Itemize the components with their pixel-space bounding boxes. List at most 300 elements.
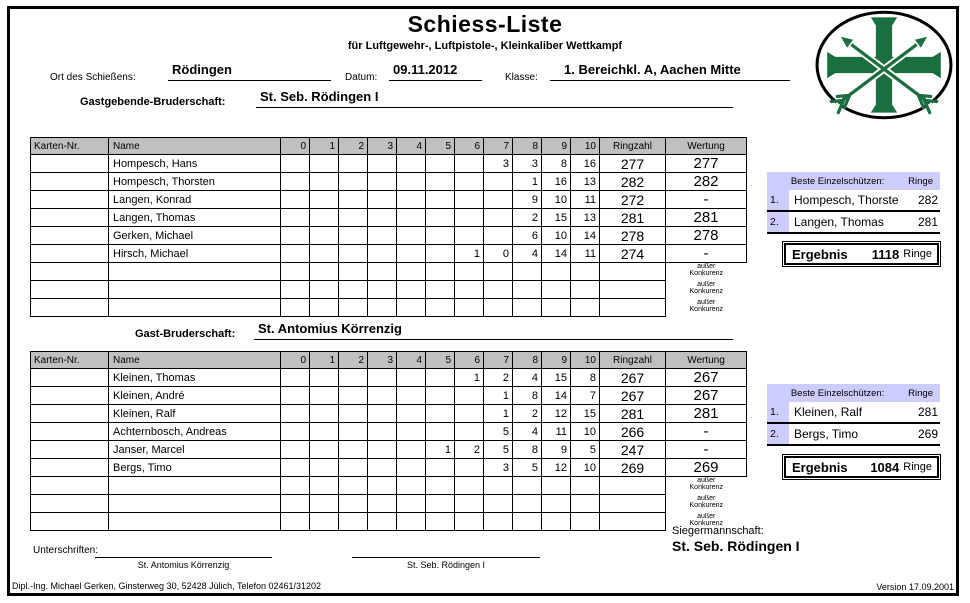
score-cell <box>281 299 310 317</box>
score-cell <box>31 173 109 191</box>
score-cell <box>31 513 109 531</box>
score-cell: 14 <box>571 227 600 245</box>
column-header: 3 <box>368 352 397 369</box>
column-header: Wertung <box>666 352 747 369</box>
score-cell: 11 <box>542 423 571 441</box>
rank-number: 2. <box>767 424 789 444</box>
score-cell: 281 <box>600 405 666 423</box>
score-cell <box>426 209 455 227</box>
score-cell <box>281 459 310 477</box>
score-cell <box>426 227 455 245</box>
shooter-name: Kleinen, Ralf <box>794 405 863 419</box>
score-cell <box>310 423 339 441</box>
score-row <box>31 155 747 173</box>
score-cell <box>109 263 281 281</box>
result-box-guest <box>784 456 939 478</box>
score-cell: 247 <box>600 441 666 459</box>
score-cell <box>281 477 310 495</box>
score-cell <box>484 263 513 281</box>
score-cell: 4 <box>513 423 542 441</box>
score-cell <box>484 173 513 191</box>
result-box-host <box>784 243 939 265</box>
score-cell <box>31 477 109 495</box>
column-header: 1 <box>310 352 339 369</box>
score-cell <box>571 495 600 513</box>
score-cell <box>426 387 455 405</box>
page-subtitle: für Luftgewehr-, Luftpistole-, Kleinkaliber Wettkampf <box>347 40 623 52</box>
score-cell: Achternbosch, Andreas <box>109 423 281 441</box>
score-cell <box>339 405 368 423</box>
score-cell <box>339 477 368 495</box>
column-header: Karten-Nr. <box>31 352 109 369</box>
column-header: Name <box>109 138 281 155</box>
score-cell: 2 <box>455 441 484 459</box>
score-cell <box>31 263 109 281</box>
score-cell <box>281 369 310 387</box>
score-cell: 3 <box>513 155 542 173</box>
score-cell <box>426 299 455 317</box>
score-cell <box>310 245 339 263</box>
empty-score-row <box>31 263 747 281</box>
score-cell <box>339 423 368 441</box>
score-cell <box>339 441 368 459</box>
score-cell <box>368 441 397 459</box>
score-cell: 13 <box>571 209 600 227</box>
score-cell <box>339 495 368 513</box>
score-cell <box>513 299 542 317</box>
score-cell <box>109 513 281 531</box>
score-cell: 2 <box>513 405 542 423</box>
score-cell: 15 <box>542 369 571 387</box>
score-cell <box>397 299 426 317</box>
score-cell <box>600 477 666 495</box>
score-cell <box>339 281 368 299</box>
score-cell <box>281 513 310 531</box>
score-cell: 2 <box>513 209 542 227</box>
score-cell <box>455 155 484 173</box>
score-cell: 278 <box>666 227 747 245</box>
score-cell <box>368 263 397 281</box>
score-cell <box>397 405 426 423</box>
score-cell <box>600 495 666 513</box>
out-of-competition-note: Konkurenz <box>689 287 723 295</box>
score-cell <box>513 281 542 299</box>
score-cell <box>339 173 368 191</box>
score-cell <box>455 477 484 495</box>
score-cell <box>571 263 600 281</box>
host-brotherhood-label: Gastgebende-Bruderschaft: <box>80 96 226 108</box>
winner-team: St. Seb. Rödingen I <box>672 538 800 554</box>
score-cell: 281 <box>666 209 747 227</box>
empty-score-row <box>31 513 747 531</box>
score-cell: 282 <box>600 173 666 191</box>
score-cell: 9 <box>513 191 542 209</box>
score-cell: 16 <box>571 155 600 173</box>
column-header: 7 <box>484 138 513 155</box>
score-cell <box>281 209 310 227</box>
score-cell: 1 <box>484 405 513 423</box>
shooter-name: Langen, Thomas <box>794 215 884 229</box>
score-cell <box>310 387 339 405</box>
score-cell: 1 <box>426 441 455 459</box>
column-header: 9 <box>542 352 571 369</box>
score-cell <box>600 281 666 299</box>
score-cell <box>109 477 281 495</box>
score-cell: Gerken, Michael <box>109 227 281 245</box>
score-cell <box>455 513 484 531</box>
score-cell: 5 <box>484 423 513 441</box>
score-cell <box>281 227 310 245</box>
guest-brotherhood-label: Gast-Bruderschaft: <box>135 328 236 340</box>
column-header: 0 <box>281 352 310 369</box>
score-cell: 15 <box>542 209 571 227</box>
score-cell <box>310 263 339 281</box>
column-header: 1 <box>310 138 339 155</box>
score-cell <box>397 227 426 245</box>
score-cell: 5 <box>571 441 600 459</box>
score-cell <box>397 263 426 281</box>
score-cell <box>484 281 513 299</box>
score-cell <box>397 387 426 405</box>
panel-header <box>767 172 940 190</box>
score-cell: 281 <box>600 209 666 227</box>
out-of-competition-note: Konkurenz <box>689 305 723 313</box>
score-cell: - <box>666 191 747 209</box>
score-cell <box>281 423 310 441</box>
score-cell: Hompesch, Hans <box>109 155 281 173</box>
score-cell <box>310 299 339 317</box>
score-cell <box>426 191 455 209</box>
empty-score-row <box>31 477 747 495</box>
score-cell <box>484 513 513 531</box>
score-cell <box>484 299 513 317</box>
score-cell <box>542 263 571 281</box>
score-cell <box>455 387 484 405</box>
column-header: 6 <box>455 138 484 155</box>
score-cell <box>281 441 310 459</box>
score-cell <box>310 459 339 477</box>
guest-score-table <box>30 351 747 531</box>
score-row <box>31 245 747 263</box>
score-row <box>31 173 747 191</box>
score-cell: 266 <box>600 423 666 441</box>
score-cell <box>281 245 310 263</box>
result-unit: Ringe <box>903 248 932 260</box>
score-cell <box>281 191 310 209</box>
panel-header-label: Beste Einzelschützen: <box>790 387 885 399</box>
klasse-value: 1. Bereichkl. A, Aachen Mitte <box>550 62 790 81</box>
score-cell <box>31 245 109 263</box>
column-header: Wertung <box>666 138 747 155</box>
score-cell <box>542 299 571 317</box>
score-cell: 0 <box>484 245 513 263</box>
shooter-rings: 281 <box>917 405 938 419</box>
score-cell: Langen, Konrad <box>109 191 281 209</box>
score-cell: 6 <box>513 227 542 245</box>
empty-score-row <box>31 281 747 299</box>
shooter-rings: 282 <box>917 193 938 207</box>
score-cell <box>426 459 455 477</box>
score-cell <box>368 281 397 299</box>
score-cell <box>310 369 339 387</box>
score-row <box>31 441 747 459</box>
score-cell: 281 <box>666 405 747 423</box>
score-cell <box>426 423 455 441</box>
score-table-header-row <box>31 352 747 369</box>
footer-contact: Dipl.-Ing. Michael Gerken, Ginsterweg 30, 52428 Jülich, Telefon 02461/31202 <box>12 581 322 591</box>
rank-number: 2. <box>767 212 789 232</box>
score-cell <box>455 263 484 281</box>
score-cell: 267 <box>666 369 747 387</box>
score-cell <box>542 281 571 299</box>
best-shooter-row <box>767 190 940 212</box>
page-title: Schiess-Liste <box>407 11 563 37</box>
out-of-competition-note: außer <box>697 263 716 270</box>
host-brotherhood-value: St. Seb. Rödingen I <box>256 89 733 108</box>
out-of-competition-note: außer <box>697 494 716 502</box>
best-shooter-row <box>767 402 940 424</box>
score-cell: Hompesch, Thorsten <box>109 173 281 191</box>
score-cell: 269 <box>600 459 666 477</box>
score-cell: 272 <box>600 191 666 209</box>
score-cell <box>281 405 310 423</box>
score-cell <box>339 459 368 477</box>
shooter-rings: 281 <box>917 215 938 229</box>
score-cell: 269 <box>666 459 747 477</box>
winner-label: Siegermannschaft: <box>672 525 764 537</box>
column-header: 8 <box>513 138 542 155</box>
score-cell: 1 <box>513 173 542 191</box>
score-cell <box>109 495 281 513</box>
score-cell <box>109 299 281 317</box>
shooter-rings: 269 <box>917 427 938 441</box>
score-cell: 10 <box>571 423 600 441</box>
score-cell <box>31 155 109 173</box>
score-cell: 4 <box>513 369 542 387</box>
score-cell <box>484 191 513 209</box>
score-cell <box>397 191 426 209</box>
score-cell <box>455 281 484 299</box>
score-cell <box>513 495 542 513</box>
score-cell <box>368 477 397 495</box>
score-cell <box>484 477 513 495</box>
score-row <box>31 191 747 209</box>
score-cell <box>31 209 109 227</box>
out-of-competition-cell <box>666 495 747 513</box>
score-cell: 11 <box>571 191 600 209</box>
score-cell <box>31 441 109 459</box>
column-header: Ringzahl <box>600 138 666 155</box>
score-cell: Janser, Marcel <box>109 441 281 459</box>
empty-score-row <box>31 299 747 317</box>
score-cell: 277 <box>666 155 747 173</box>
shooter-name: Bergs, Timo <box>794 427 859 441</box>
score-cell <box>339 155 368 173</box>
host-score-table <box>30 137 747 317</box>
out-of-competition-note: außer <box>697 298 716 306</box>
signature-caption-host: St. Seb. Rödingen I <box>406 560 486 570</box>
score-cell <box>426 281 455 299</box>
ort-label: Ort des Schießens: <box>50 72 136 83</box>
score-cell <box>484 495 513 513</box>
best-shooters-panel-guest <box>767 384 940 446</box>
panel-header-label: Beste Einzelschützen: <box>790 175 885 187</box>
column-header: 5 <box>426 138 455 155</box>
score-cell <box>455 227 484 245</box>
column-header: 8 <box>513 352 542 369</box>
datum-label: Datum: <box>345 72 378 83</box>
panel-header-unit: Ringe <box>908 175 933 187</box>
score-cell <box>600 513 666 531</box>
score-cell <box>31 369 109 387</box>
score-cell <box>484 227 513 245</box>
score-cell <box>310 281 339 299</box>
column-header: 3 <box>368 138 397 155</box>
score-cell: 282 <box>666 173 747 191</box>
score-cell <box>281 173 310 191</box>
score-cell <box>281 387 310 405</box>
out-of-competition-note: Konkurenz <box>689 484 723 491</box>
score-cell <box>397 155 426 173</box>
score-cell: Kleinen, André <box>109 387 281 405</box>
score-cell <box>397 245 426 263</box>
score-cell <box>310 155 339 173</box>
score-cell <box>455 173 484 191</box>
score-cell: 14 <box>542 387 571 405</box>
score-cell: 8 <box>571 369 600 387</box>
column-header: Karten-Nr. <box>31 138 109 155</box>
score-cell <box>310 495 339 513</box>
out-of-competition-cell <box>666 281 747 299</box>
score-cell <box>426 263 455 281</box>
empty-score-row <box>31 495 747 513</box>
score-cell <box>339 513 368 531</box>
score-cell: 1 <box>455 245 484 263</box>
score-cell: 8 <box>542 155 571 173</box>
column-header: 2 <box>339 352 368 369</box>
score-cell <box>397 513 426 531</box>
result-label: Ergebnis <box>792 246 848 262</box>
score-cell <box>281 155 310 173</box>
score-cell: 267 <box>666 387 747 405</box>
column-header: 10 <box>571 352 600 369</box>
ort-value: Rödingen <box>168 62 331 81</box>
shooter-name: Hompesch, Thorste <box>794 193 899 207</box>
footer-version: Version 17.09.2001 <box>876 582 954 592</box>
score-cell <box>339 245 368 263</box>
score-cell <box>426 173 455 191</box>
score-cell <box>310 191 339 209</box>
rank-number: 1. <box>767 402 789 422</box>
score-cell: 5 <box>484 441 513 459</box>
score-cell <box>31 405 109 423</box>
result-unit: Ringe <box>903 461 932 473</box>
column-header: 2 <box>339 138 368 155</box>
score-cell <box>31 423 109 441</box>
score-cell <box>31 299 109 317</box>
score-cell <box>109 281 281 299</box>
signature-caption-guest: St. Antomius Körrenzig <box>137 560 230 570</box>
out-of-competition-note: außer <box>697 512 716 520</box>
score-cell <box>310 405 339 423</box>
column-header: 10 <box>571 138 600 155</box>
score-cell: Hirsch, Michael <box>109 245 281 263</box>
score-cell <box>310 173 339 191</box>
out-of-competition-cell <box>666 263 747 281</box>
score-cell <box>397 459 426 477</box>
score-cell: Kleinen, Thomas <box>109 369 281 387</box>
score-cell <box>571 281 600 299</box>
score-cell <box>368 387 397 405</box>
score-cell: 12 <box>542 405 571 423</box>
score-cell <box>542 495 571 513</box>
score-cell <box>339 387 368 405</box>
score-cell <box>368 155 397 173</box>
score-row <box>31 405 747 423</box>
score-cell: 10 <box>542 227 571 245</box>
out-of-competition-cell <box>666 299 747 317</box>
score-cell <box>513 477 542 495</box>
score-cell <box>455 191 484 209</box>
score-cell: 10 <box>571 459 600 477</box>
score-cell <box>513 263 542 281</box>
score-cell <box>542 477 571 495</box>
score-cell <box>397 173 426 191</box>
score-cell <box>339 299 368 317</box>
score-cell <box>455 209 484 227</box>
score-cell <box>397 423 426 441</box>
score-cell <box>397 441 426 459</box>
score-cell: 5 <box>513 459 542 477</box>
score-cell <box>571 299 600 317</box>
score-cell <box>600 263 666 281</box>
score-row <box>31 209 747 227</box>
score-cell <box>397 281 426 299</box>
out-of-competition-note: Konkurenz <box>689 519 723 527</box>
score-cell: 16 <box>542 173 571 191</box>
score-cell <box>339 191 368 209</box>
score-cell <box>455 405 484 423</box>
score-cell <box>455 299 484 317</box>
datum-value: 09.11.2012 <box>389 62 482 81</box>
score-cell <box>397 495 426 513</box>
score-cell <box>31 459 109 477</box>
score-cell: Bergs, Timo <box>109 459 281 477</box>
column-header: 4 <box>397 352 426 369</box>
best-shooters-panel-host <box>767 172 940 234</box>
score-cell: 1 <box>484 387 513 405</box>
score-cell: 267 <box>600 369 666 387</box>
score-cell: 1 <box>455 369 484 387</box>
panel-header <box>767 384 940 402</box>
score-cell: 8 <box>513 387 542 405</box>
score-cell: 277 <box>600 155 666 173</box>
signature-line-guest <box>95 541 272 558</box>
result-value: 1118 <box>871 246 900 262</box>
score-cell <box>397 369 426 387</box>
score-cell <box>31 495 109 513</box>
score-cell <box>368 209 397 227</box>
score-cell <box>281 495 310 513</box>
score-cell <box>31 227 109 245</box>
score-cell <box>513 513 542 531</box>
score-cell <box>281 281 310 299</box>
column-header: Ringzahl <box>600 352 666 369</box>
score-cell <box>339 209 368 227</box>
score-cell: 2 <box>484 369 513 387</box>
klasse-label: Klasse: <box>505 72 538 83</box>
score-cell: Kleinen, Ralf <box>109 405 281 423</box>
